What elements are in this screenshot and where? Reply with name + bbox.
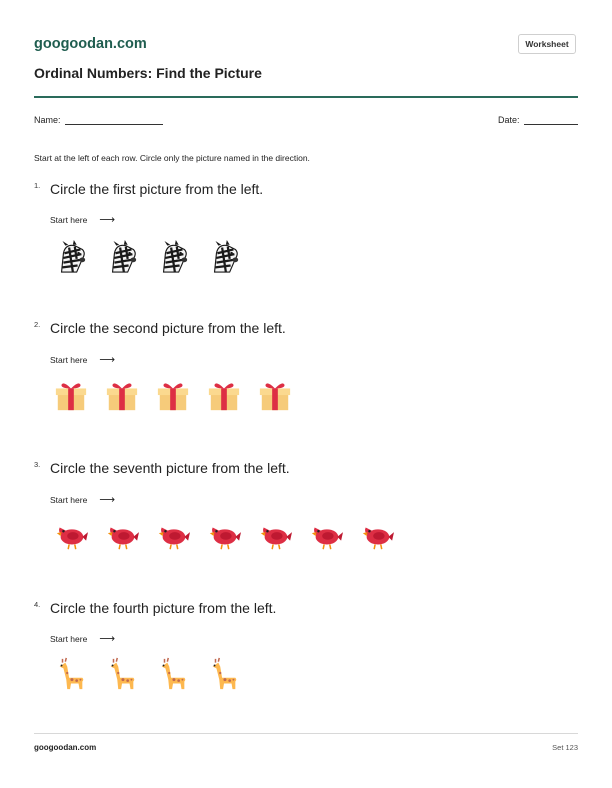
page-title: Ordinal Numbers: Find the Picture bbox=[34, 65, 262, 81]
right-arrow-icon: ⟶ bbox=[99, 633, 116, 645]
red-bird-icon[interactable] bbox=[258, 518, 292, 552]
start-here-text: Start here bbox=[50, 633, 88, 644]
right-arrow-icon: ⟶ bbox=[99, 214, 116, 226]
footer-site: googoodan.com bbox=[34, 743, 97, 752]
start-here-label bbox=[50, 353, 115, 366]
giraffe-icon[interactable] bbox=[156, 657, 190, 691]
red-bird-icon[interactable] bbox=[207, 518, 241, 552]
start-here-text: Start here bbox=[50, 214, 88, 225]
zebra-icon[interactable] bbox=[207, 240, 241, 274]
zebra-icon[interactable] bbox=[54, 240, 88, 274]
date-blank[interactable] bbox=[524, 114, 578, 125]
header-divider bbox=[34, 96, 578, 98]
question-number: 4. bbox=[34, 600, 41, 609]
date-field bbox=[498, 114, 578, 125]
start-here-label bbox=[50, 632, 115, 645]
name-label: Name: bbox=[34, 115, 61, 125]
question-number: 3. bbox=[34, 460, 41, 469]
red-bird-icon[interactable] bbox=[105, 518, 139, 552]
red-bird-icon[interactable] bbox=[360, 518, 394, 552]
red-bird-icon[interactable] bbox=[156, 518, 190, 552]
zebra-icon[interactable] bbox=[156, 240, 190, 274]
gift-icon[interactable] bbox=[105, 379, 139, 413]
directions-text: Start at the left of each row. Circle only the picture named in the direction. bbox=[34, 153, 310, 163]
question-text: Circle the first picture from the left. bbox=[50, 181, 264, 197]
right-arrow-icon: ⟶ bbox=[99, 354, 116, 366]
question-number: 2. bbox=[34, 320, 41, 329]
worksheet-badge: Worksheet bbox=[518, 34, 576, 54]
red-bird-icon[interactable] bbox=[54, 518, 88, 552]
start-here-label bbox=[50, 213, 115, 226]
right-arrow-icon: ⟶ bbox=[99, 494, 116, 506]
footer-divider bbox=[34, 733, 578, 734]
footer-set: Set 123 bbox=[552, 743, 578, 752]
start-here-text: Start here bbox=[50, 494, 88, 505]
question-text: Circle the second picture from the left. bbox=[50, 320, 286, 336]
gift-icon[interactable] bbox=[54, 379, 88, 413]
date-label: Date: bbox=[498, 115, 520, 125]
giraffe-icon[interactable] bbox=[105, 657, 139, 691]
start-here-label bbox=[50, 493, 115, 506]
name-blank[interactable] bbox=[65, 114, 163, 125]
name-field bbox=[34, 114, 163, 125]
gift-icon[interactable] bbox=[156, 379, 190, 413]
question-text: Circle the fourth picture from the left. bbox=[50, 600, 277, 616]
start-here-text: Start here bbox=[50, 354, 88, 365]
red-bird-icon[interactable] bbox=[309, 518, 343, 552]
zebra-icon[interactable] bbox=[105, 240, 139, 274]
question-number: 1. bbox=[34, 181, 41, 190]
giraffe-icon[interactable] bbox=[54, 657, 88, 691]
gift-icon[interactable] bbox=[258, 379, 292, 413]
gift-icon[interactable] bbox=[207, 379, 241, 413]
site-brand: googoodan.com bbox=[34, 36, 147, 52]
giraffe-icon[interactable] bbox=[207, 657, 241, 691]
question-text: Circle the seventh picture from the left. bbox=[50, 460, 290, 476]
